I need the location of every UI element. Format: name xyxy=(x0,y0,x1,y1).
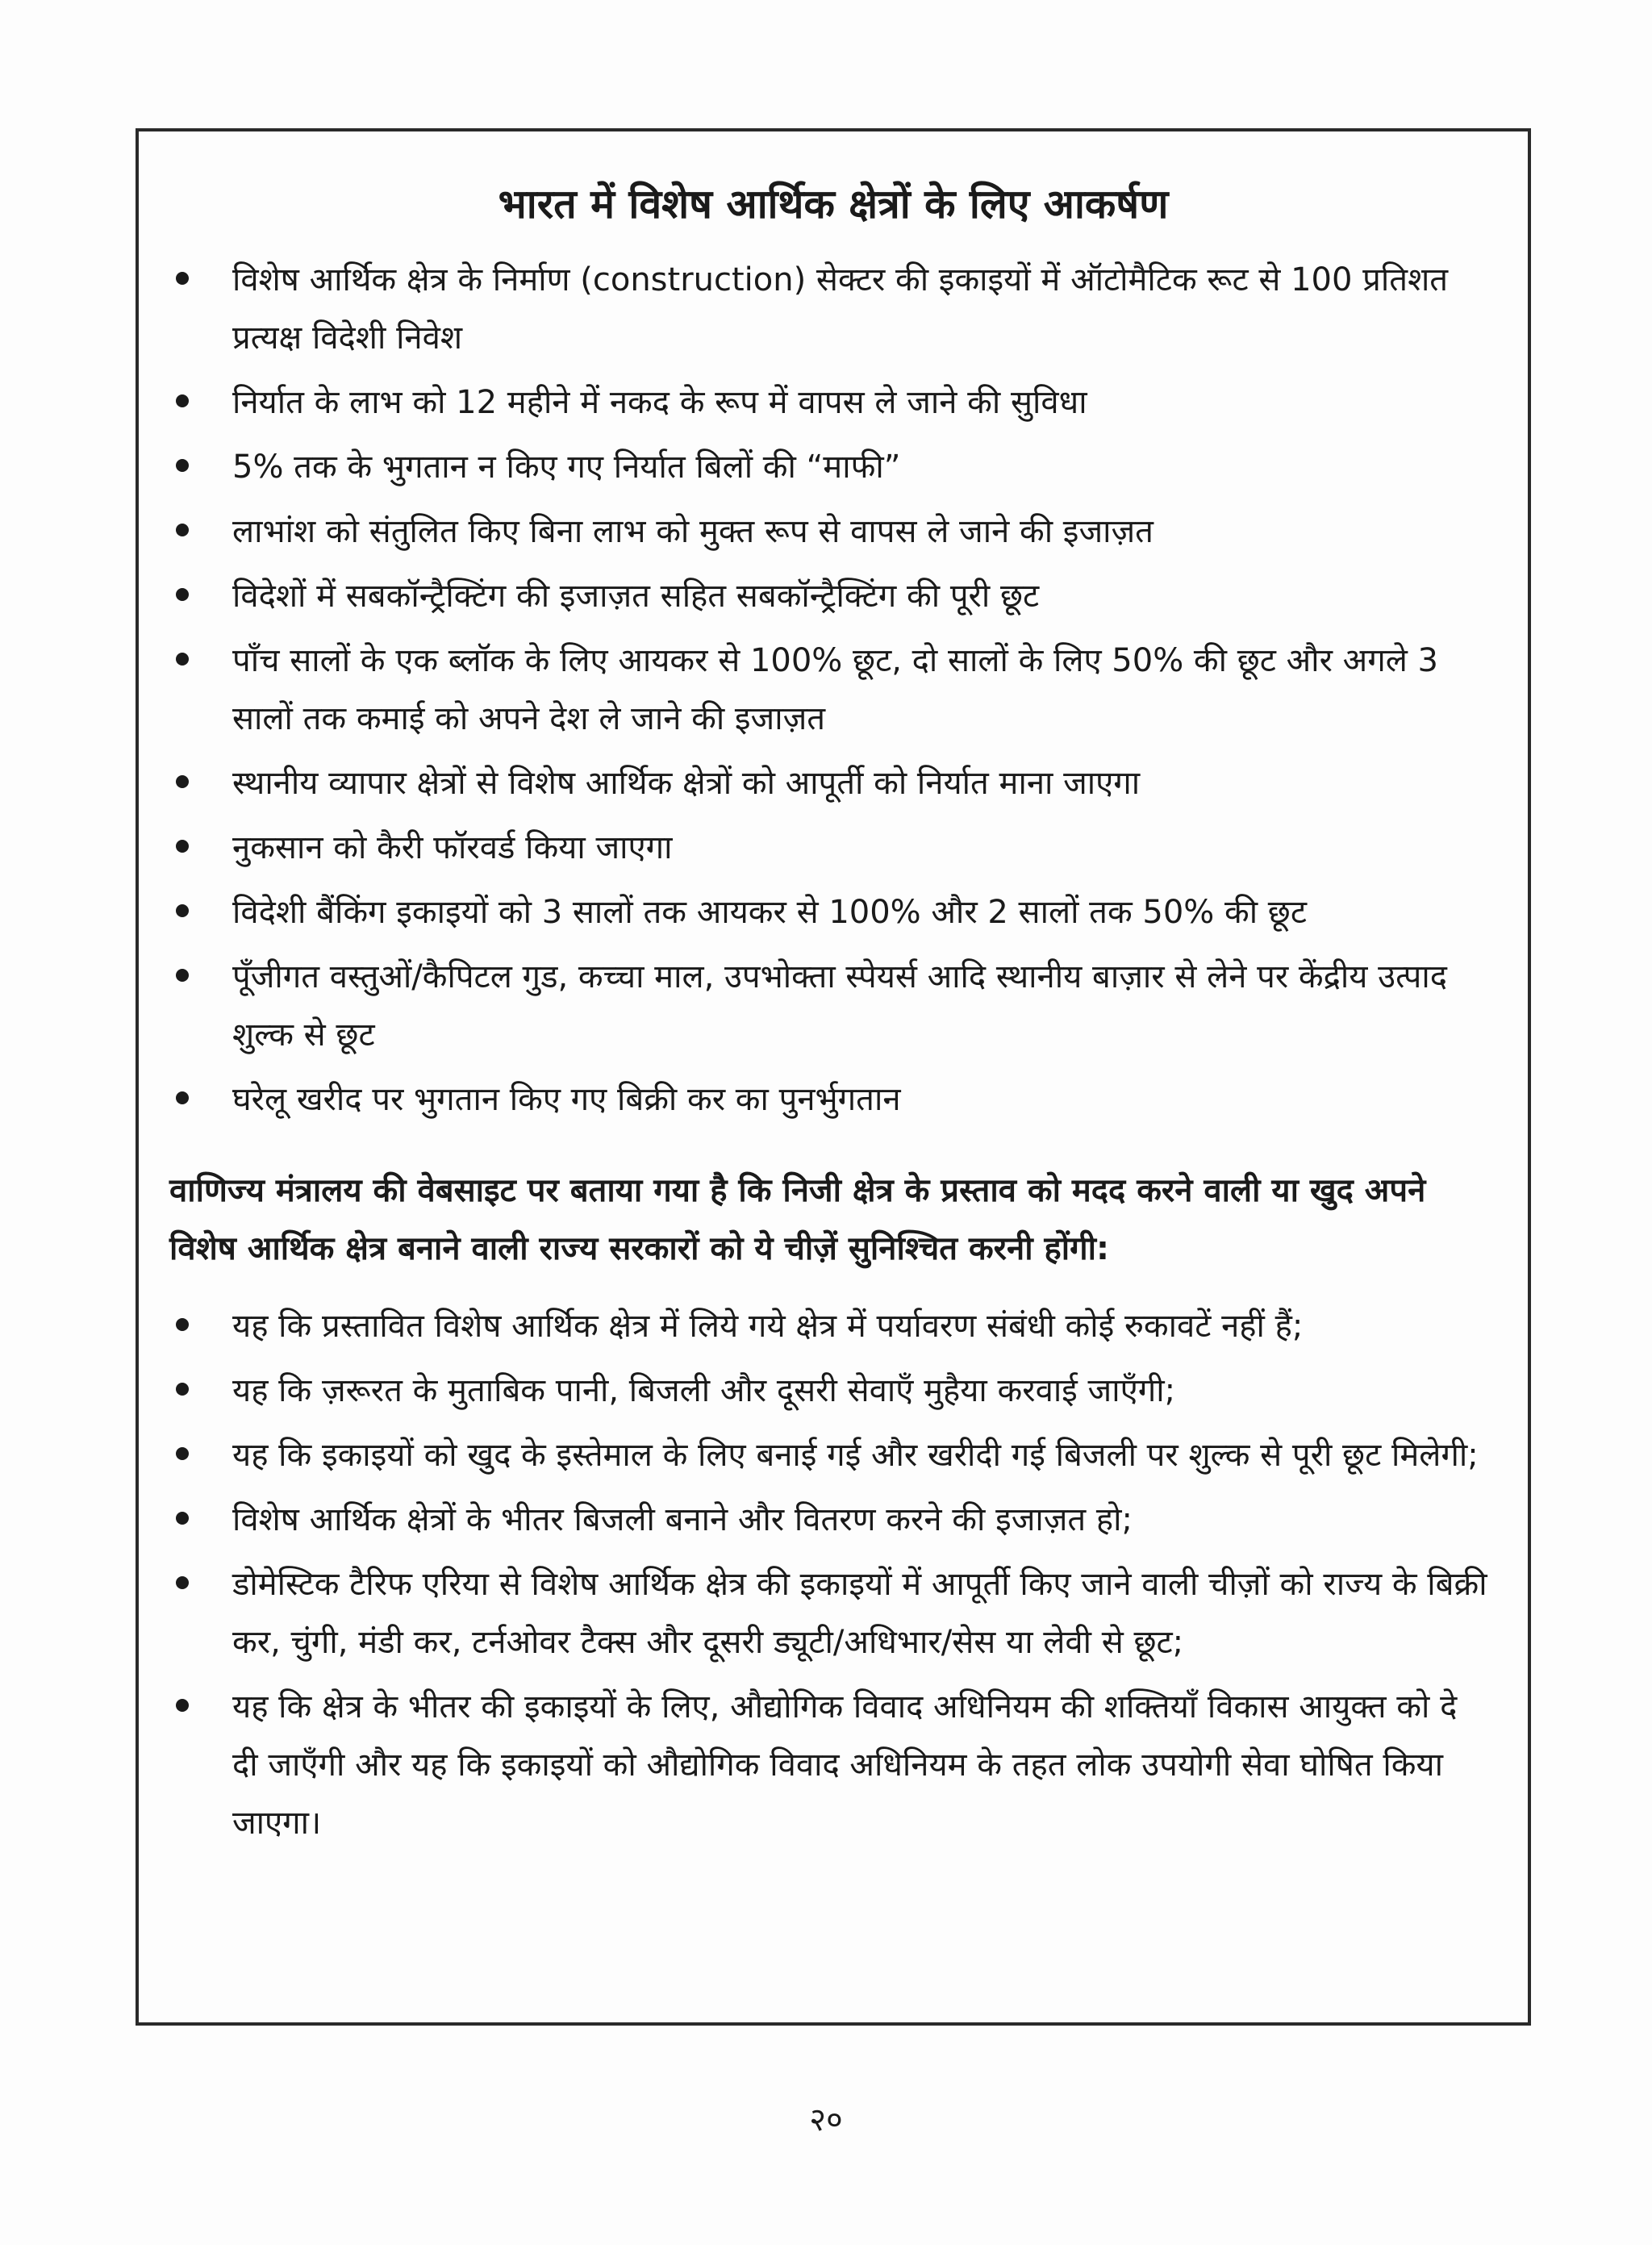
bullet-icon xyxy=(176,775,189,788)
commerce-ministry-note: वाणिज्य मंत्रालय की वेबसाइट पर बताया गया है कि निजी क्षेत्र के प्रस्ताव को मदद करने वाली या खुद अपने विशेष आर्थिक क्षेत्र बनाने वाली राज्य सरकारों को ये चीज़ें सुनिश्चित करनी होंगी: xyxy=(169,1172,1426,1267)
bullet-icon xyxy=(176,653,189,666)
list-item-text: 5% तक के भुगतान न किए गए निर्यात बिलों की “माफी” xyxy=(232,449,901,486)
list-item-text: विदेशों में सबकॉन्ट्रैक्टिंग की इजाज़त सहित सबकॉन्ट्रैक्टिंग की पूरी छूट xyxy=(232,578,1040,615)
list-item-text: यह कि प्रस्तावित विशेष आर्थिक क्षेत्र में लिये गये क्षेत्र में पर्यावरण संबंधी कोई रुकावटें नहीं हैं; xyxy=(232,1308,1304,1345)
list-item-text: विशेष आर्थिक क्षेत्रों के भीतर बिजली बनाने और वितरण करने की इजाज़त हो; xyxy=(232,1501,1133,1538)
bullet-icon xyxy=(176,1699,189,1712)
bullet-icon xyxy=(176,394,189,407)
list-item xyxy=(139,883,1528,941)
list-item-text: यह कि इकाइयों को खुद के इस्तेमाल के लिए बनाई गई और खरीदी गई बिजली पर शुल्क से पूरी छूट मिलेगी; xyxy=(232,1437,1479,1474)
bullet-icon xyxy=(176,1512,189,1525)
list-item-text: विदेशी बैंकिंग इकाइयों को 3 सालों तक आयकर से 100% और 2 सालों तक 50% की छूट xyxy=(232,894,1307,931)
list-item-text: विशेष आर्थिक क्षेत्र के निर्माण (construction) सेक्टर की इकाइयों में ऑटोमैटिक रूट से 100 प्रतिशत प्रत्यक्ष विदेशी निवेश xyxy=(232,261,1449,357)
list-item-text: लाभांश को संतुलित किए बिना लाभ को मुक्त रूप से वापस ले जाने की इजाज़त xyxy=(232,513,1153,550)
list-item-text: पाँच सालों के एक ब्लॉक के लिए आयकर से 100% छूट, दो सालों के लिए 50% की छूट और अगले 3 सालों तक कमाई को अपने देश ले जाने की इजाज़त xyxy=(232,642,1439,737)
bullet-icon xyxy=(176,969,189,982)
list-item xyxy=(139,1070,1528,1129)
list-item-text: निर्यात के लाभ को 12 महीने में नकद के रूप में वापस ले जाने की सुविधा xyxy=(232,384,1087,421)
list-item-text: पूँजीगत वस्तुओं/कैपिटल गुड, कच्चा माल, उपभोक्ता स्पेयर्स आदि स्थानीय बाज़ार से लेने पर केंद्रीय उत्पाद शुल्क से छूट xyxy=(232,958,1447,1054)
content-box xyxy=(136,128,1531,2026)
list-item xyxy=(139,1426,1528,1484)
list-item-text: घरेलू खरीद पर भुगतान किए गए बिक्री कर का पुनर्भुगतान xyxy=(232,1081,901,1118)
list-item xyxy=(139,632,1528,748)
list-item-text: स्थानीय व्यापार क्षेत्रों से विशेष आर्थिक क्षेत्रों को आपूर्ती को निर्यात माना जाएगा xyxy=(232,765,1141,802)
list-item xyxy=(139,1362,1528,1420)
state-requirements-list xyxy=(139,1297,1528,1859)
list-item xyxy=(139,1555,1528,1671)
bullet-icon xyxy=(176,524,189,536)
list-item xyxy=(139,948,1528,1064)
list-item-text: नुकसान को कैरी फॉरवर्ड किया जाएगा xyxy=(232,829,673,866)
bullet-icon xyxy=(176,1091,189,1104)
bullet-icon xyxy=(176,1576,189,1589)
list-item xyxy=(139,1678,1528,1852)
list-item-text: यह कि क्षेत्र के भीतर की इकाइयों के लिए, औद्योगिक विवाद अधिनियम की शक्तियाँ विकास आयुक्त को दे दी जाएँगी और यह कि इकाइयों को औद्योगिक विवाद अधिनियम के तहत लोक उपयोगी सेवा घोषित किया जाएगा। xyxy=(232,1688,1458,1842)
list-item xyxy=(139,1491,1528,1549)
page-number: २० xyxy=(809,2101,843,2139)
list-item xyxy=(139,1297,1528,1355)
list-item xyxy=(139,754,1528,812)
bullet-icon xyxy=(176,904,189,917)
page-title: भारत में विशेष आर्थिक क्षेत्रों के लिए आकर्षण xyxy=(498,181,1169,227)
attractions-list xyxy=(139,251,1528,1135)
list-item xyxy=(139,251,1528,367)
list-item xyxy=(139,373,1528,432)
list-item-text: यह कि ज़रूरत के मुताबिक पानी, बिजली और दूसरी सेवाएँ मुहैया करवाई जाएँगी; xyxy=(232,1372,1176,1409)
bullet-icon xyxy=(176,588,189,601)
bullet-icon xyxy=(176,1383,189,1396)
list-item-text: डोमेस्टिक टैरिफ एरिया से विशेष आर्थिक क्षेत्र की इकाइयों में आपूर्ती किए जाने वाली चीज़ों को राज्य के बिक्री कर, चुंगी, मंडी कर, टर्नओवर टैक्स और दूसरी ड्यूटी/अधिभार/सेस या लेवी से छूट; xyxy=(232,1566,1487,1661)
bullet-icon xyxy=(176,1318,189,1331)
bullet-icon xyxy=(176,1447,189,1460)
list-item xyxy=(139,567,1528,625)
list-item xyxy=(139,819,1528,877)
bullet-icon xyxy=(176,840,189,853)
bullet-icon xyxy=(176,459,189,472)
list-item xyxy=(139,438,1528,496)
list-item xyxy=(139,503,1528,561)
bullet-icon xyxy=(176,272,189,285)
